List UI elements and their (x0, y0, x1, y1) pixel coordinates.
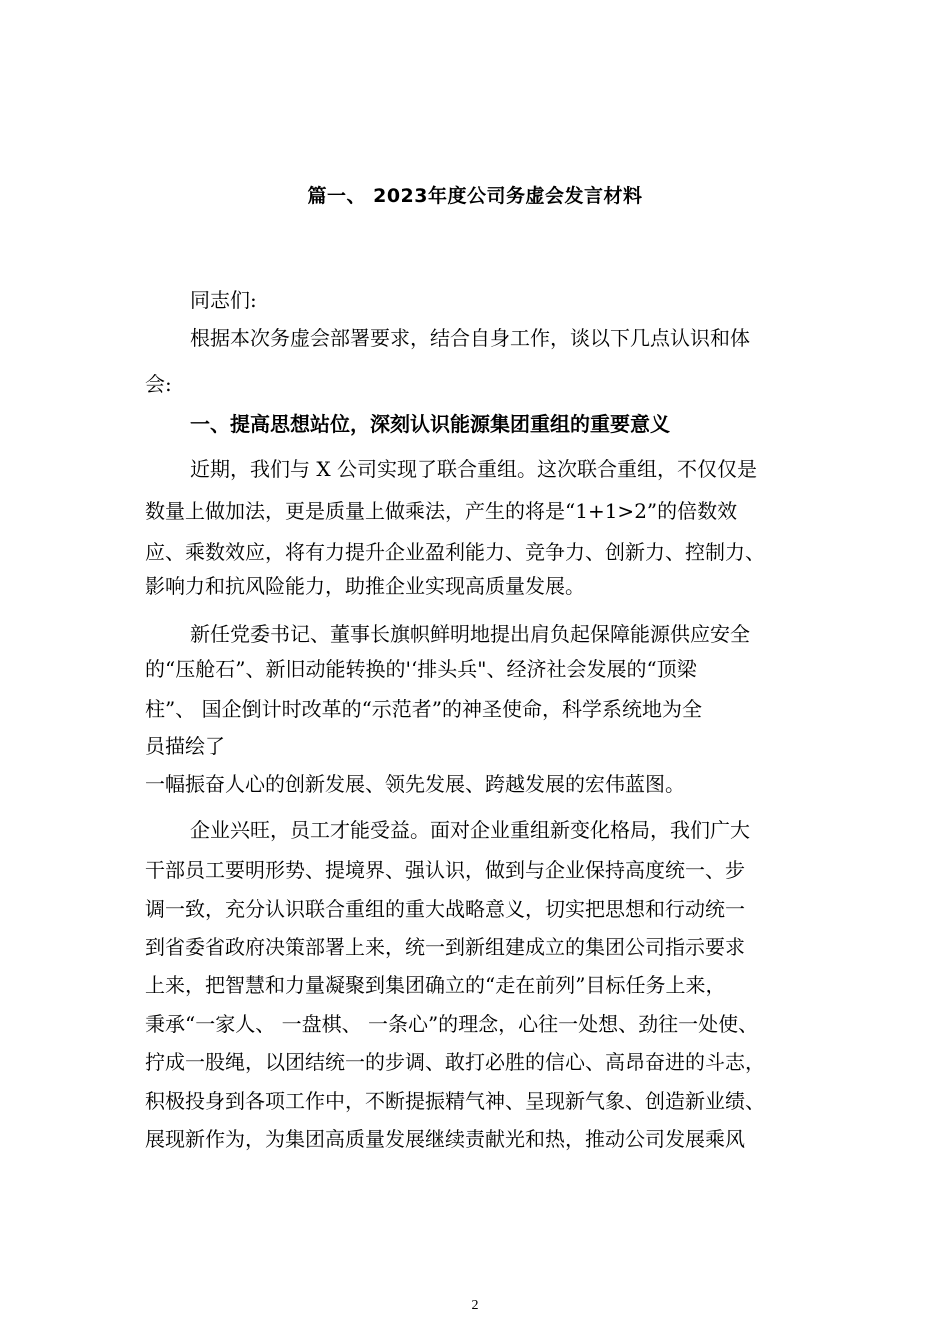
paragraph-line: 近期，我们与 X 公司实现了联合重组。这次联合重组，不仅仅是 (190, 457, 757, 481)
intro-line-2: 会: (145, 372, 172, 396)
paragraph-line: 展现新作为，为集团高质量发展继续责献光和热，推动公司发展乘风 (145, 1127, 745, 1151)
paragraph-line: 影响力和抗风险能力，助推企业实现高质量发展。 (145, 574, 585, 598)
paragraph-line: 到省委省政府决策部署上来，统一到新组建成立的集团公司指示要求 (145, 935, 745, 959)
paragraph-line: 一幅振奋人心的创新发展、领先发展、跨越发展的宏伟蓝图。 (145, 772, 685, 796)
section-heading: 一、提高思想站位，深刻认识能源集团重组的重要意义 (190, 412, 670, 436)
paragraph-line: 应、乘数效应，将有力提升企业盈利能力、竞争力、创新力、控制力、 (145, 540, 765, 564)
paragraph-line: 积极投身到各项工作中，不断提振精气神、呈现新气象、创造新业绩、 (145, 1089, 765, 1113)
paragraph-line: 的“压舱石”、新旧动能转换的'‘排头兵"、经济社会发展的“顶梁 (145, 657, 697, 681)
paragraph-line: 柱”、 国企倒计时改革的“示范者”的神圣使命，科学系统地为全 (145, 697, 703, 721)
page-number: 2 (471, 1298, 479, 1313)
paragraph-line: 干部员工要明形势、提境界、强认识，做到与企业保持高度统一、步 (145, 858, 745, 882)
paragraph-line: 拧成一股绳，以团结统一的步调、敢打必胜的信心、高昂奋进的斗志， (145, 1050, 765, 1074)
paragraph-line: 秉承“一家人、 一盘棋、 一条心”的理念，心往一处想、劲往一处使、 (145, 1012, 759, 1036)
paragraph-line: 数量上做加法，更是质量上做乘法，产生的将是“1+1>2”的倍数效 (145, 499, 738, 523)
paragraph-line: 员描绘了 (145, 734, 225, 758)
document-title: 篇一、 2023年度公司务虚会发言材料 (307, 185, 643, 207)
paragraph-line: 调一致，充分认识联合重组的重大战略意义，切实把思想和行动统一 (145, 897, 745, 921)
greeting: 同志们: (190, 288, 257, 312)
paragraph-line: 企业兴旺，员工才能受益。面对企业重组新变化格局，我们广大 (190, 818, 750, 842)
paragraph-line: 新任党委书记、董事长旗帜鲜明地提出肩负起保障能源供应安全 (190, 622, 750, 646)
intro-line-1: 根据本次务虚会部署要求，结合自身工作，谈以下几点认识和体 (190, 326, 750, 350)
paragraph-line: 上来，把智慧和力量凝聚到集团确立的“走在前列”目标任务上来， (145, 973, 726, 997)
